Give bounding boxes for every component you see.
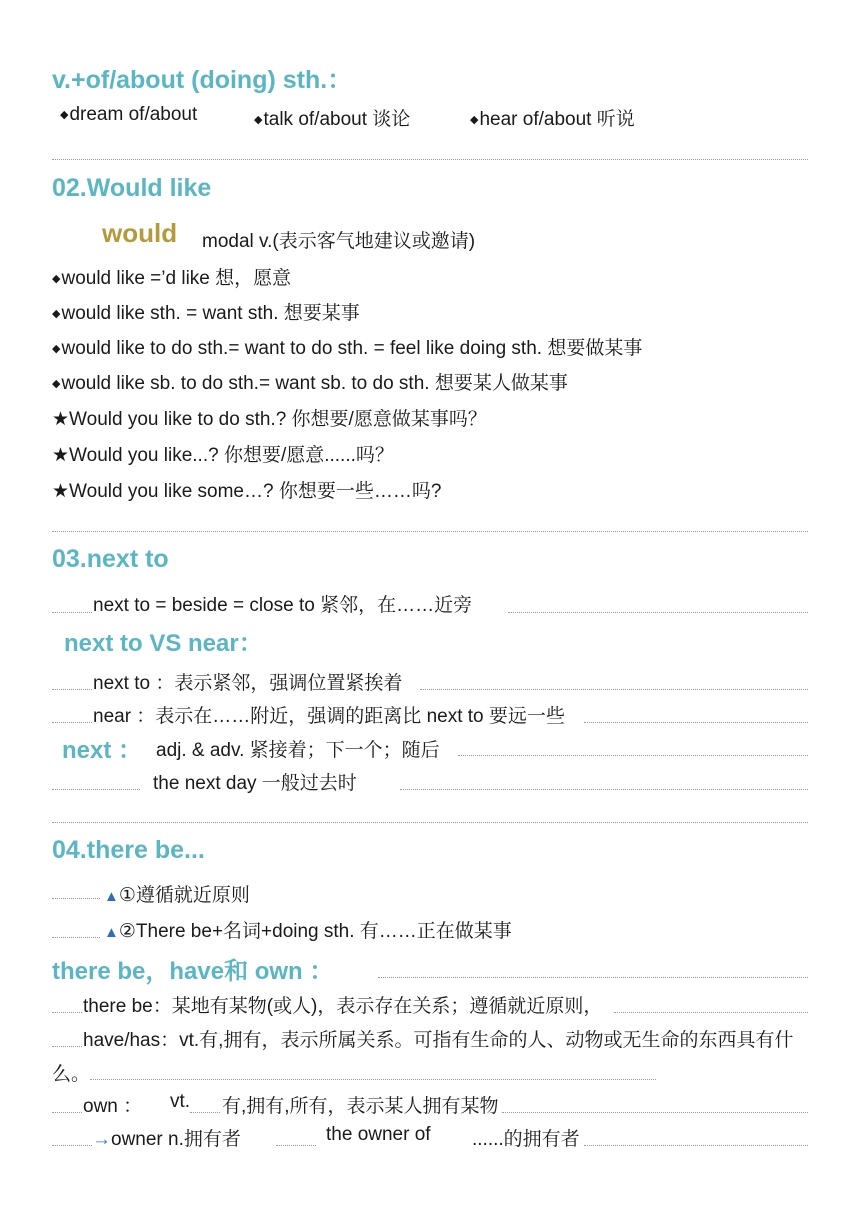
fill-line <box>52 789 140 790</box>
divider <box>52 822 808 823</box>
vs-line-next-to: next to ：表示紧邻，强调位置紧挨着 <box>93 673 403 694</box>
phrase-line: ◆would like =’d like 想，愿意 <box>52 268 292 289</box>
keyword-would: would <box>102 218 178 248</box>
phrase-item: ◆hear of/about 听说 <box>470 109 635 130</box>
rule-2: ▲②There be+名词+doing sth. 有……正在做某事 <box>104 921 512 942</box>
example-line: ★Would you like to do sth.? 你想要/愿意做某事吗？ <box>52 409 487 430</box>
phrase-line: ◆would like sth. = want sth. 想要某事 <box>52 303 360 324</box>
fill-line <box>276 1145 316 1146</box>
section-heading-v-of-about: v.+of/about (doing) sth.： <box>52 66 353 94</box>
bullet-icon: ◆ <box>470 114 479 126</box>
fill-line <box>52 937 100 938</box>
fill-line <box>420 689 808 690</box>
section-heading-next-to: 03.next to <box>52 545 169 573</box>
fill-line <box>190 1112 220 1113</box>
owner-of-phrase: the owner of <box>326 1124 431 1145</box>
fill-line <box>52 722 92 723</box>
have-explanation: have/has：vt.有,拥有，表示所属关系。可指有生命的人、动物或无生命的东西具有什 <box>83 1030 794 1051</box>
fill-line <box>614 1012 808 1013</box>
next-definition: adj. & adv. 紧接着；下一个；随后 <box>156 740 440 761</box>
next-to-definition: next to = beside = close to 紧邻，在……近旁 <box>93 595 473 616</box>
fill-line <box>90 1079 656 1080</box>
next-example: the next day 一般过去时 <box>153 773 357 794</box>
triangle-icon: ▲ <box>104 924 119 941</box>
rule-1: ▲①遵循就近原则 <box>104 885 250 906</box>
fill-line <box>502 1112 808 1113</box>
star-icon: ★ <box>52 409 70 430</box>
fill-line <box>458 755 808 756</box>
own-label: own ： <box>83 1096 143 1117</box>
fill-line <box>52 1012 82 1013</box>
fill-line <box>378 977 808 978</box>
bullet-icon: ◆ <box>52 308 61 320</box>
fill-line <box>52 612 92 613</box>
bullet-icon: ◆ <box>52 273 61 285</box>
fill-line <box>52 1046 82 1047</box>
owner-line: →owner n.拥有者 <box>92 1129 241 1150</box>
phrase-item: ◆dream of/about <box>60 104 198 125</box>
example-line: ★Would you like some…? 你想要一些……吗? <box>52 481 442 502</box>
section-heading-would-like: 02.Would like <box>52 174 212 202</box>
divider <box>52 531 808 532</box>
phrase-item: ◆talk of/about 谈论 <box>254 109 411 130</box>
star-icon: ★ <box>52 445 70 466</box>
divider <box>52 159 808 160</box>
fill-line <box>52 689 92 690</box>
there-be-explanation: there be：某地有某物(或人)，表示存在关系；遵循就近原则， <box>83 996 603 1017</box>
triangle-icon: ▲ <box>104 888 119 905</box>
have-explanation-continued: 么。 <box>52 1064 91 1085</box>
fill-line <box>52 1145 92 1146</box>
star-icon: ★ <box>52 481 70 502</box>
phrase-line: ◆would like to do sth.= want to do sth. = feel like doing sth. 想要做某事 <box>52 338 643 359</box>
fill-line <box>508 612 808 613</box>
example-line: ★Would you like...? 你想要/愿意......吗？ <box>52 445 394 466</box>
vs-line-near: near ：表示在……附近，强调的距离比 next to 要远一些 <box>93 706 565 727</box>
fill-line <box>584 722 808 723</box>
owner-of-meaning: ......的拥有者 <box>472 1129 580 1150</box>
section-heading-there-be: 04.there be... <box>52 836 205 864</box>
bullet-icon: ◆ <box>254 114 263 126</box>
own-pos: vt. <box>170 1091 191 1112</box>
bullet-icon: ◆ <box>60 109 69 121</box>
own-explanation: 有,拥有,所有，表示某人拥有某物 <box>222 1096 499 1117</box>
keyword-next: next ： <box>62 737 143 764</box>
fill-line <box>52 1112 82 1113</box>
fill-line <box>52 898 100 899</box>
subheading-there-be-have-own: there be，have和 own ： <box>52 958 334 985</box>
would-definition: modal v.(表示客气地建议或邀请) <box>202 231 476 252</box>
fill-line <box>400 789 808 790</box>
bullet-icon: ◆ <box>52 378 61 390</box>
subheading-next-to-vs-near: next to VS near： <box>64 630 263 657</box>
arrow-right-icon: → <box>92 1129 111 1150</box>
bullet-icon: ◆ <box>52 343 61 355</box>
fill-line <box>584 1145 808 1146</box>
phrase-line: ◆would like sb. to do sth.= want sb. to do sth. 想要某人做某事 <box>52 373 568 394</box>
